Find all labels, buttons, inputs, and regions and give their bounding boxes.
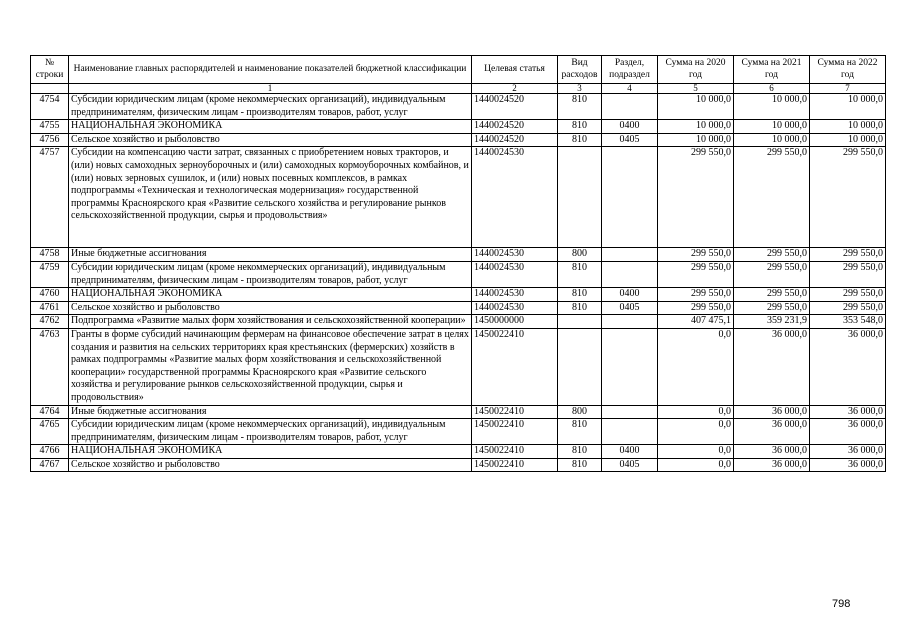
row-expense-type: 800 [558, 405, 602, 419]
row-name: Иные бюджетные ассигнования [69, 405, 472, 419]
row-sum-2022: 299 550,0 [810, 288, 886, 302]
row-section: 0400 [602, 288, 658, 302]
row-name: НАЦИОНАЛЬНАЯ ЭКОНОМИКА [69, 288, 472, 302]
row-sum-2021: 36 000,0 [734, 445, 810, 459]
row-sum-2021: 299 550,0 [734, 248, 810, 262]
row-sum-2022: 36 000,0 [810, 405, 886, 419]
row-number: 4754 [31, 94, 69, 120]
page-number: 798 [832, 598, 851, 610]
row-sum-2022: 10 000,0 [810, 94, 886, 120]
table-row [31, 288, 886, 302]
table-row [31, 405, 886, 419]
row-sum-2020: 0,0 [658, 445, 734, 459]
row-number: 4765 [31, 419, 69, 445]
row-target-article: 1450022410 [472, 458, 558, 472]
row-sum-2021: 299 550,0 [734, 261, 810, 287]
row-sum-2022: 10 000,0 [810, 120, 886, 134]
row-number: 4766 [31, 445, 69, 459]
table-row [31, 419, 886, 445]
row-section [602, 419, 658, 445]
table-row [31, 120, 886, 134]
row-sum-2021: 299 550,0 [734, 301, 810, 315]
row-number: 4762 [31, 315, 69, 329]
row-sum-2022: 299 550,0 [810, 301, 886, 315]
row-sum-2020: 299 550,0 [658, 288, 734, 302]
row-sum-2022: 36 000,0 [810, 445, 886, 459]
column-number: 5 [658, 84, 734, 94]
table-row [31, 315, 886, 329]
table-row [31, 445, 886, 459]
row-sum-2020: 0,0 [658, 458, 734, 472]
row-number: 4763 [31, 328, 69, 405]
row-number: 4761 [31, 301, 69, 315]
row-target-article: 1440024530 [472, 301, 558, 315]
row-sum-2020: 299 550,0 [658, 248, 734, 262]
column-number: 2 [472, 84, 558, 94]
row-sum-2022: 299 550,0 [810, 147, 886, 248]
column-numbers-row [31, 84, 886, 94]
row-expense-type: 810 [558, 458, 602, 472]
row-name: Субсидии юридическим лицам (кроме некоммерческих организаций), индивидуальным предпринимателям, физическим лицам - производителям товаров, работ, услуг [69, 419, 472, 445]
row-section: 0400 [602, 120, 658, 134]
row-target-article: 1440024530 [472, 261, 558, 287]
row-expense-type: 810 [558, 261, 602, 287]
row-expense-type: 810 [558, 419, 602, 445]
row-name: Сельское хозяйство и рыболовство [69, 458, 472, 472]
row-sum-2020: 10 000,0 [658, 120, 734, 134]
row-sum-2022: 36 000,0 [810, 419, 886, 445]
row-expense-type: 810 [558, 133, 602, 147]
row-name: Субсидии на компенсацию части затрат, связанных с приобретением новых тракторов, и (или) новых самоходных зерноуборочных и (или) самоходных кормоуборочных комбайнов, и (или) новых зерновых сушилок, и (или) новых посевных комплексов, в рамках подпрограммы «Техническая и технологическая модернизация» государственной программы Красноярского края «Развитие сельского хозяйства и регулирование рынков сельскохозяйственной продукции, сырья и продовольствия» [69, 147, 472, 248]
row-section: 0405 [602, 458, 658, 472]
table-row [31, 261, 886, 287]
row-target-article: 1440024530 [472, 147, 558, 248]
row-sum-2021: 10 000,0 [734, 94, 810, 120]
row-sum-2022: 36 000,0 [810, 458, 886, 472]
row-target-article: 1440024520 [472, 94, 558, 120]
row-target-article: 1440024520 [472, 133, 558, 147]
header-sum-2020: Сумма на 2020 год [658, 56, 734, 84]
table-row [31, 133, 886, 147]
row-section: 0405 [602, 133, 658, 147]
row-sum-2021: 299 550,0 [734, 288, 810, 302]
row-name: Сельское хозяйство и рыболовство [69, 133, 472, 147]
column-number: 7 [810, 84, 886, 94]
header-sum-2022: Сумма на 2022 год [810, 56, 886, 84]
table-row [31, 301, 886, 315]
row-expense-type [558, 147, 602, 248]
row-sum-2022: 10 000,0 [810, 133, 886, 147]
row-expense-type: 810 [558, 445, 602, 459]
row-sum-2020: 299 550,0 [658, 301, 734, 315]
row-expense-type: 810 [558, 301, 602, 315]
row-name: НАЦИОНАЛЬНАЯ ЭКОНОМИКА [69, 445, 472, 459]
row-section [602, 328, 658, 405]
budget-table [30, 55, 886, 472]
column-number [31, 84, 69, 94]
row-expense-type: 810 [558, 120, 602, 134]
table-row [31, 328, 886, 405]
row-section [602, 405, 658, 419]
row-target-article: 1450000000 [472, 315, 558, 329]
row-sum-2021: 36 000,0 [734, 419, 810, 445]
row-sum-2020: 10 000,0 [658, 94, 734, 120]
row-number: 4756 [31, 133, 69, 147]
row-number: 4755 [31, 120, 69, 134]
table-row [31, 147, 886, 248]
row-target-article: 1450022410 [472, 419, 558, 445]
row-expense-type: 810 [558, 288, 602, 302]
row-sum-2021: 10 000,0 [734, 133, 810, 147]
row-sum-2021: 36 000,0 [734, 328, 810, 405]
row-sum-2020: 10 000,0 [658, 133, 734, 147]
header-name: Наименование главных распорядителей и наименование показателей бюджетной классификации [69, 56, 472, 84]
column-number: 3 [558, 84, 602, 94]
row-section [602, 261, 658, 287]
row-sum-2021: 36 000,0 [734, 405, 810, 419]
row-target-article: 1450022410 [472, 445, 558, 459]
row-number: 4757 [31, 147, 69, 248]
row-sum-2021: 10 000,0 [734, 120, 810, 134]
row-sum-2020: 0,0 [658, 405, 734, 419]
table-row [31, 458, 886, 472]
column-number: 6 [734, 84, 810, 94]
row-section [602, 147, 658, 248]
header-row [31, 56, 886, 84]
row-expense-type [558, 315, 602, 329]
row-sum-2020: 299 550,0 [658, 261, 734, 287]
row-expense-type: 810 [558, 94, 602, 120]
row-name: Подпрограмма «Развитие малых форм хозяйствования и сельскохозяйственной кооперации» [69, 315, 472, 329]
row-section: 0400 [602, 445, 658, 459]
row-sum-2020: 0,0 [658, 328, 734, 405]
row-name: Гранты в форме субсидий начинающим фермерам на финансовое обеспечение затрат в целях создания и развития на сельских территориях края крестьянских (фермерских) хозяйств в рамках подпрограммы «Развитие малых форм хозяйствования и сельскохозяйственной кооперации» государственной программы Красноярского края «Развитие сельского хозяйства и регулирование рынков сельскохозяйственной продукции, сырья и продовольствия» [69, 328, 472, 405]
row-target-article: 1440024520 [472, 120, 558, 134]
row-sum-2021: 299 550,0 [734, 147, 810, 248]
row-sum-2021: 359 231,9 [734, 315, 810, 329]
table-row [31, 94, 886, 120]
row-name: Субсидии юридическим лицам (кроме некоммерческих организаций), индивидуальным предпринимателям, физическим лицам - производителям товаров, работ, услуг [69, 94, 472, 120]
row-section [602, 94, 658, 120]
row-sum-2022: 299 550,0 [810, 248, 886, 262]
column-number: 1 [69, 84, 472, 94]
header-row-no: № строки [31, 56, 69, 84]
row-sum-2020: 299 550,0 [658, 147, 734, 248]
row-sum-2021: 36 000,0 [734, 458, 810, 472]
row-number: 4767 [31, 458, 69, 472]
header-section: Раздел, подраздел [602, 56, 658, 84]
row-target-article: 1440024530 [472, 248, 558, 262]
row-sum-2022: 36 000,0 [810, 328, 886, 405]
row-section [602, 315, 658, 329]
row-section: 0405 [602, 301, 658, 315]
row-number: 4764 [31, 405, 69, 419]
row-number: 4758 [31, 248, 69, 262]
row-number: 4759 [31, 261, 69, 287]
row-name: Сельское хозяйство и рыболовство [69, 301, 472, 315]
row-target-article: 1440024530 [472, 288, 558, 302]
row-expense-type: 800 [558, 248, 602, 262]
row-target-article: 1450022410 [472, 405, 558, 419]
row-sum-2020: 0,0 [658, 419, 734, 445]
row-sum-2022: 353 548,0 [810, 315, 886, 329]
row-name: НАЦИОНАЛЬНАЯ ЭКОНОМИКА [69, 120, 472, 134]
row-target-article: 1450022410 [472, 328, 558, 405]
row-name: Субсидии юридическим лицам (кроме некоммерческих организаций), индивидуальным предпринимателям, физическим лицам - производителям товаров, работ, услуг [69, 261, 472, 287]
header-expense-type: Вид расходов [558, 56, 602, 84]
row-sum-2022: 299 550,0 [810, 261, 886, 287]
row-expense-type [558, 328, 602, 405]
row-section [602, 248, 658, 262]
row-name: Иные бюджетные ассигнования [69, 248, 472, 262]
row-number: 4760 [31, 288, 69, 302]
row-sum-2020: 407 475,1 [658, 315, 734, 329]
header-target: Целевая статья [472, 56, 558, 84]
header-sum-2021: Сумма на 2021 год [734, 56, 810, 84]
table-row [31, 248, 886, 262]
column-number: 4 [602, 84, 658, 94]
